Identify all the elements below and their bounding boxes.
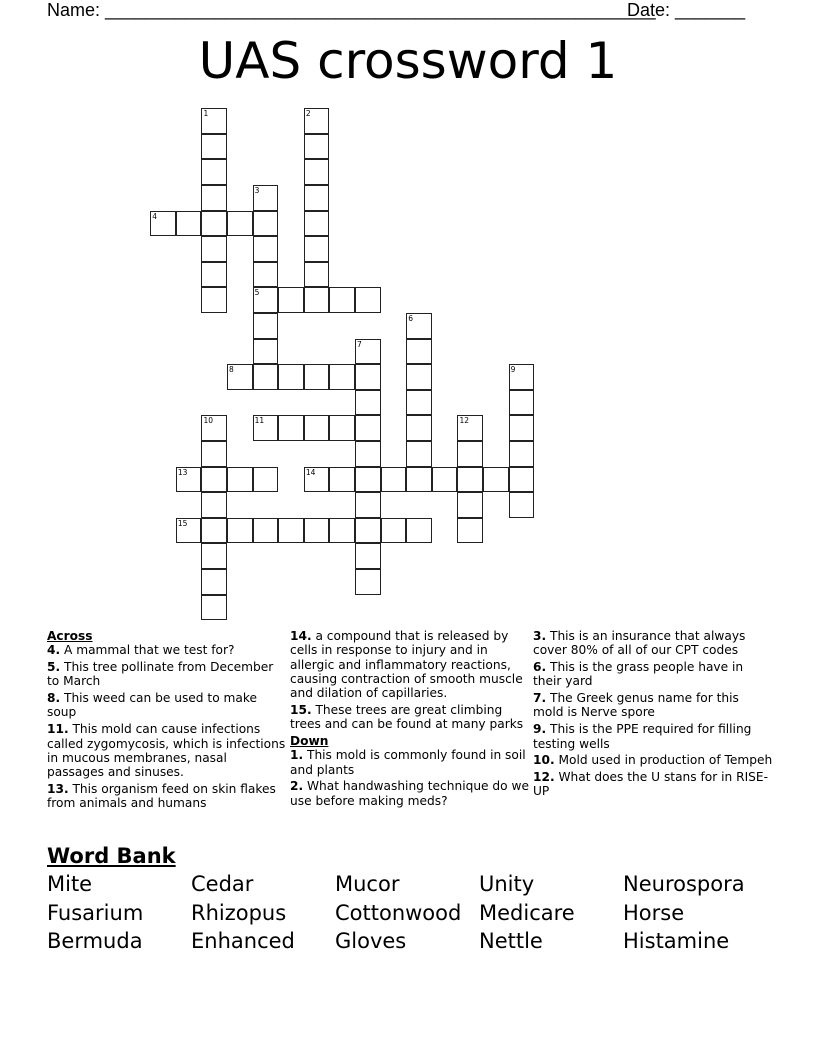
clue-text: a compound that is released by cells in response to injury and in allergic and inflammatory reactions, causing contraction of smooth muscle and dilation of capillaries. (290, 629, 523, 701)
grid-cell[interactable] (201, 543, 227, 569)
word-bank-item: Fusarium (47, 900, 144, 925)
grid-cell[interactable] (253, 313, 279, 339)
clue-number-label: 7 (357, 339, 362, 349)
grid-cell[interactable] (201, 415, 227, 441)
clue-number: 3. (533, 629, 547, 643)
clue-text: These trees are great climbing trees and can be found at many parks (290, 702, 524, 732)
grid-cell[interactable] (457, 415, 483, 441)
clue-number: 9. (533, 722, 547, 737)
clue-down-2 (290, 779, 530, 808)
grid-cell[interactable] (201, 185, 227, 211)
grid-cell[interactable] (355, 467, 381, 493)
grid-cell[interactable] (201, 108, 227, 134)
word-bank-item: Rhizopus (191, 900, 287, 925)
grid-cell[interactable] (457, 441, 483, 467)
clue-number: 6. (533, 660, 547, 675)
word-bank-item: Mite (47, 872, 93, 896)
clue-down-7 (533, 691, 773, 720)
clue-text: This weed can be used to make soup (47, 691, 257, 720)
grid-cell[interactable] (355, 287, 381, 313)
grid-cell[interactable] (329, 364, 355, 390)
grid-cell[interactable] (253, 262, 279, 288)
grid-cell[interactable] (304, 287, 330, 313)
clue-number: 12. (533, 770, 555, 785)
clue-number-label: 14 (305, 467, 316, 477)
grid-cell[interactable] (381, 467, 407, 493)
grid-cell[interactable] (457, 518, 483, 544)
grid-cell[interactable] (509, 364, 535, 390)
word-bank-item: Medicare (479, 900, 575, 925)
grid-cell[interactable] (355, 441, 381, 467)
grid-cell[interactable] (329, 518, 355, 544)
grid-cell[interactable] (355, 492, 381, 518)
grid-cell[interactable] (304, 134, 330, 160)
clue-number: 7. (533, 691, 547, 706)
grid-cell[interactable] (509, 441, 535, 467)
grid-cell[interactable] (278, 364, 304, 390)
clue-number: 5. (47, 660, 61, 675)
grid-cell[interactable] (406, 518, 432, 544)
grid-cell[interactable] (304, 211, 330, 237)
grid-cell[interactable] (355, 364, 381, 390)
clue-number: 14. (290, 629, 312, 643)
grid-cell[interactable] (406, 467, 432, 493)
clue-text: This is the grass people have in their yard (533, 660, 744, 689)
grid-cell[interactable] (176, 467, 202, 493)
clue-down-6 (533, 660, 773, 689)
clue-number-label: 12 (459, 416, 469, 426)
word-bank-item: Cottonwood (335, 900, 462, 925)
clue-text: This is an insurance that always cover 80% of all of our CPT codes (533, 629, 746, 658)
grid-cell[interactable] (201, 287, 227, 313)
grid-cell[interactable] (201, 134, 227, 160)
grid-cell[interactable] (201, 467, 227, 493)
clue-across-8 (47, 691, 287, 720)
clue-text: This tree pollinate from December to March (47, 660, 274, 689)
clue-text: What handwashing technique do we use before making meds? (290, 779, 529, 808)
clue-number-label: 6 (408, 314, 414, 324)
word-bank-item: Enhanced (191, 929, 295, 953)
grid-cell[interactable] (304, 364, 330, 390)
clue-number: 2. (290, 779, 304, 794)
grid-cell[interactable] (201, 595, 227, 621)
grid-cell[interactable] (509, 492, 535, 518)
word-bank-item: Mucor (335, 872, 400, 896)
clue-across-4 (47, 643, 287, 657)
grid-cell[interactable] (150, 211, 176, 237)
grid-cell[interactable] (227, 211, 253, 237)
grid-cell[interactable] (227, 364, 253, 390)
grid-cell[interactable] (201, 262, 227, 288)
clue-down-1 (290, 748, 530, 777)
clue-number-label: 15 (177, 518, 188, 528)
grid-cell[interactable] (304, 159, 330, 185)
clue-number-label: 11 (254, 416, 265, 426)
grid-cell[interactable] (457, 467, 483, 493)
grid-cell[interactable] (253, 339, 279, 365)
word-bank-item: Histamine (623, 929, 730, 953)
name-field: Name: _______________________________________________________ (47, 0, 656, 20)
clue-down-9 (533, 722, 773, 751)
clue-across-5 (47, 660, 287, 689)
grid-cell[interactable] (355, 569, 381, 595)
grid-cell[interactable] (253, 236, 279, 262)
clue-text: This mold can cause infections called zygomycosis, which is infections in mucous membranes, nasal passages and sinuses. (47, 722, 286, 780)
grid-cell[interactable] (304, 518, 330, 544)
clue-down-12 (533, 770, 773, 799)
grid-cell[interactable] (201, 569, 227, 595)
grid-cell[interactable] (253, 211, 279, 237)
clues-column-1 (47, 629, 287, 813)
grid-cell[interactable] (227, 518, 253, 544)
clue-number: 8. (47, 691, 61, 706)
word-bank-item: Gloves (335, 929, 407, 953)
grid-cell[interactable] (253, 364, 279, 390)
grid-cell[interactable] (406, 390, 432, 416)
word-bank-item: Horse (623, 900, 685, 925)
grid-cell[interactable] (329, 415, 355, 441)
clue-across-15 (290, 703, 530, 732)
across-heading: Across (47, 629, 93, 643)
clue-text: This organism feed on skin flakes from animals and humans (47, 781, 276, 811)
grid-cell[interactable] (509, 467, 535, 493)
grid-cell[interactable] (227, 467, 253, 493)
word-bank-item: Bermuda (47, 929, 143, 953)
clue-number: 4. (47, 643, 61, 658)
grid-cell[interactable] (176, 211, 202, 237)
clue-text: A mammal that we test for? (64, 643, 235, 658)
clue-across-11 (47, 722, 287, 779)
clue-text: This mold is commonly found in soil and plants (290, 748, 526, 777)
grid-cell[interactable] (304, 108, 330, 134)
grid-cell[interactable] (278, 287, 304, 313)
grid-cell[interactable] (253, 518, 279, 544)
clue-across-14 (290, 629, 530, 700)
word-bank-title: Word Bank (47, 844, 176, 868)
date-field: Date: _______ (627, 0, 746, 20)
clue-number-label: 4 (152, 211, 158, 221)
grid-cell[interactable] (355, 390, 381, 416)
clue-number-label: 3 (254, 186, 260, 196)
grid-cell[interactable] (278, 415, 304, 441)
grid-cell[interactable] (457, 492, 483, 518)
clue-number-label: 8 (229, 365, 234, 375)
grid-cell[interactable] (355, 543, 381, 569)
clue-down-10 (533, 753, 773, 767)
grid-cell[interactable] (304, 262, 330, 288)
grid-cell[interactable] (201, 236, 227, 262)
grid-cell[interactable] (304, 467, 330, 493)
grid-cell[interactable] (355, 415, 381, 441)
grid-cell[interactable] (253, 467, 279, 493)
word-bank-item: Neurospora (623, 872, 745, 896)
clue-number: 10. (533, 753, 555, 768)
clue-number-label: 13 (177, 467, 188, 477)
grid-cell[interactable] (406, 339, 432, 365)
grid-cell[interactable] (176, 518, 202, 544)
word-bank-item: Cedar (191, 872, 254, 896)
grid-cell[interactable] (329, 287, 355, 313)
grid-cell[interactable] (304, 236, 330, 262)
grid-cell[interactable] (201, 211, 227, 237)
clue-number: 13. (47, 781, 69, 796)
grid-cell[interactable] (406, 441, 432, 467)
grid-cell[interactable] (432, 467, 458, 493)
clue-number-label: 10 (203, 416, 213, 426)
clue-number-label: 5 (254, 288, 260, 298)
word-bank-item: Unity (479, 872, 535, 896)
grid-cell[interactable] (483, 467, 509, 493)
grid-cell[interactable] (278, 518, 304, 544)
clues-column-3 (533, 629, 773, 801)
clue-number: 1. (290, 748, 304, 763)
clue-number-label: 9 (510, 365, 516, 375)
clue-number-label: 2 (305, 109, 311, 119)
grid-cell[interactable] (253, 185, 279, 211)
clue-number: 15. (290, 702, 312, 717)
grid-cell[interactable] (355, 518, 381, 544)
grid-cell[interactable] (304, 185, 330, 211)
grid-cell[interactable] (304, 415, 330, 441)
grid-cell[interactable] (406, 313, 432, 339)
grid-cell[interactable] (201, 492, 227, 518)
clue-number: 11. (47, 722, 69, 737)
grid-cell[interactable] (355, 339, 381, 365)
clue-number-label: 1 (203, 109, 209, 119)
clue-text: This is the PPE required for filling testing wells (533, 722, 752, 751)
grid-cell[interactable] (406, 364, 432, 390)
grid-cell[interactable] (509, 415, 535, 441)
grid-cell[interactable] (509, 390, 535, 416)
grid-cell[interactable] (201, 441, 227, 467)
word-bank-item: Nettle (479, 929, 543, 953)
page-title: UAS crossword 1 (198, 32, 618, 90)
clue-text: Mold used in production of Tempeh (558, 753, 773, 768)
down-heading: Down (290, 734, 329, 749)
grid-cell[interactable] (253, 415, 279, 441)
grid-cell[interactable] (201, 518, 227, 544)
clue-down-3 (533, 629, 773, 658)
clue-across-13 (47, 782, 287, 811)
grid-cell[interactable] (329, 467, 355, 493)
clues-column-2 (290, 629, 530, 811)
grid-cell[interactable] (381, 518, 407, 544)
clue-text: What does the U stans for in RISE-UP (533, 770, 769, 799)
grid-cell[interactable] (406, 415, 432, 441)
grid-cell[interactable] (201, 159, 227, 185)
grid-cell[interactable] (253, 287, 279, 313)
clue-text: The Greek genus name for this mold is Nerve spore (533, 691, 739, 720)
